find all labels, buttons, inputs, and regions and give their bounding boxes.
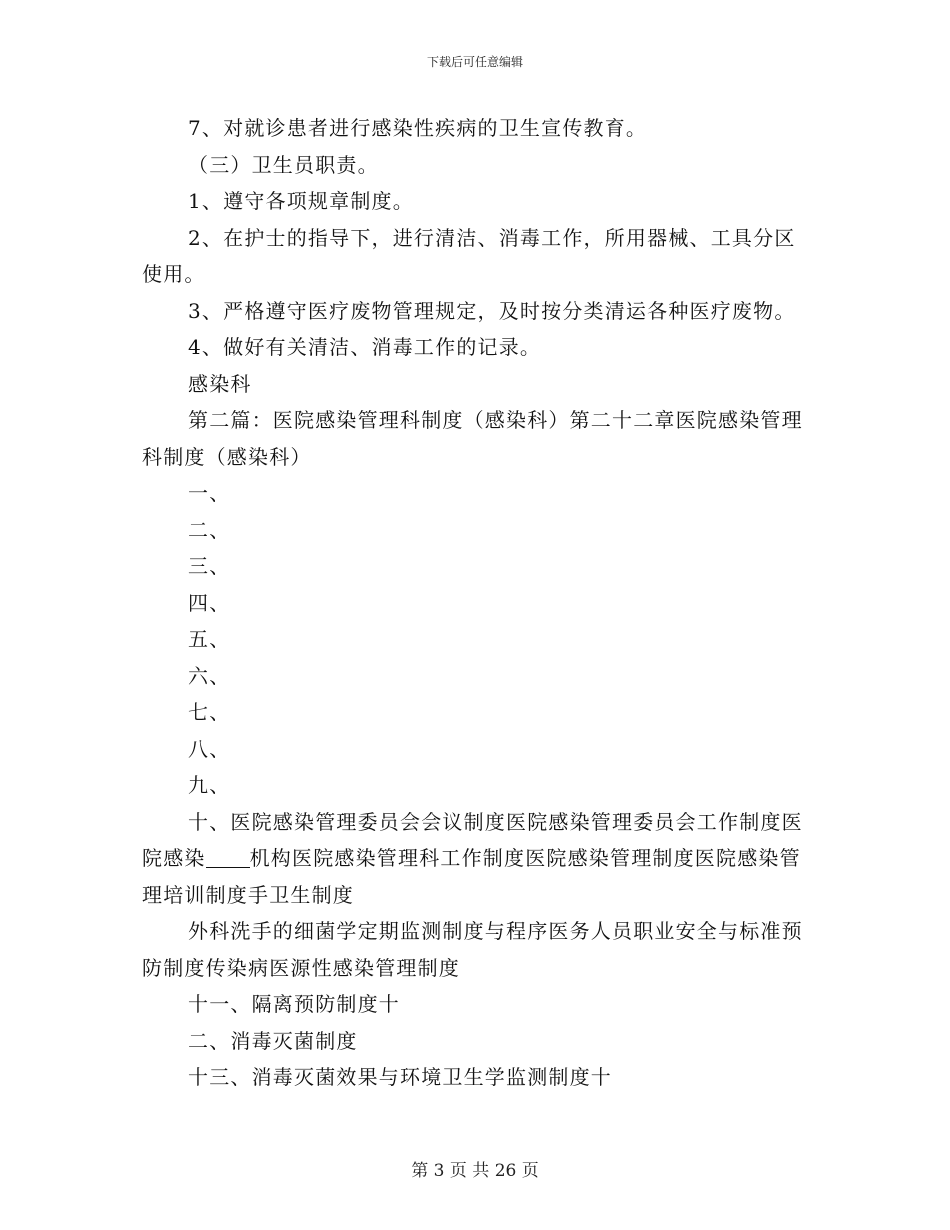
department-label: 感染科 bbox=[188, 371, 252, 396]
list-number-9: 九、 bbox=[188, 773, 231, 797]
list-number-13: 十三、消毒灭菌效果与环境卫生学监测制度十 bbox=[188, 1065, 612, 1089]
underline-blank bbox=[206, 847, 250, 868]
page-footer: 第 3 页 共 26 页 bbox=[411, 1161, 539, 1181]
section-heading-cleaner-duties: （三）卫生员职责。 bbox=[188, 152, 379, 177]
list-number-11: 十一、隔离预防制度十 bbox=[188, 992, 400, 1016]
list-number-6: 六、 bbox=[188, 663, 231, 688]
document-body bbox=[142, 110, 812, 1096]
list-number-2: 二、 bbox=[188, 517, 231, 542]
paragraph-item-7: 7、对就诊患者进行感染性疾病的卫生宣传教育。 bbox=[188, 116, 648, 140]
surgical-handwashing-paragraph: 外科洗手的细菌学定期监测制度与程序医务人员职业安全与标准预防制度传染病医源性感染管理制度 bbox=[142, 919, 803, 980]
list-number-12: 二、消毒灭菌制度 bbox=[188, 1028, 358, 1053]
paragraph-item-2: 2、在护士的指导下，进行清洁、消毒工作，所用器械、工具分区使用。 bbox=[142, 225, 796, 286]
paragraph-item-3: 3、严格遵守医疗废物管理规定，及时按分类清运各种医疗废物。 bbox=[188, 298, 796, 323]
paragraph-item-1: 1、遵守各项规章制度。 bbox=[188, 189, 414, 213]
page-header: 下载后可任意编辑 bbox=[426, 55, 523, 69]
list-number-7: 七、 bbox=[188, 700, 231, 724]
list-number-10-text-a: 十、医院感染管理委员会会议制度医院感染管理委员会工作制度医院感染 bbox=[142, 809, 803, 870]
list-number-10-paragraph bbox=[142, 804, 812, 914]
list-number-3: 三、 bbox=[188, 554, 231, 578]
chapter-heading: 第二篇：医院感染管理科制度（感染科）第二十二章医院感染管理科制度（感染科） bbox=[142, 408, 803, 469]
paragraph-item-4: 4、做好有关清洁、消毒工作的记录。 bbox=[188, 335, 542, 359]
list-number-10-text-b: 机构医院感染管理科工作制度医院感染管理制度医院感染管理培训制度手卫生制度 bbox=[142, 846, 801, 907]
list-number-1: 一、 bbox=[188, 481, 231, 505]
list-number-4: 四、 bbox=[188, 590, 231, 615]
list-number-8: 八、 bbox=[188, 736, 231, 761]
list-number-5: 五、 bbox=[188, 627, 231, 651]
